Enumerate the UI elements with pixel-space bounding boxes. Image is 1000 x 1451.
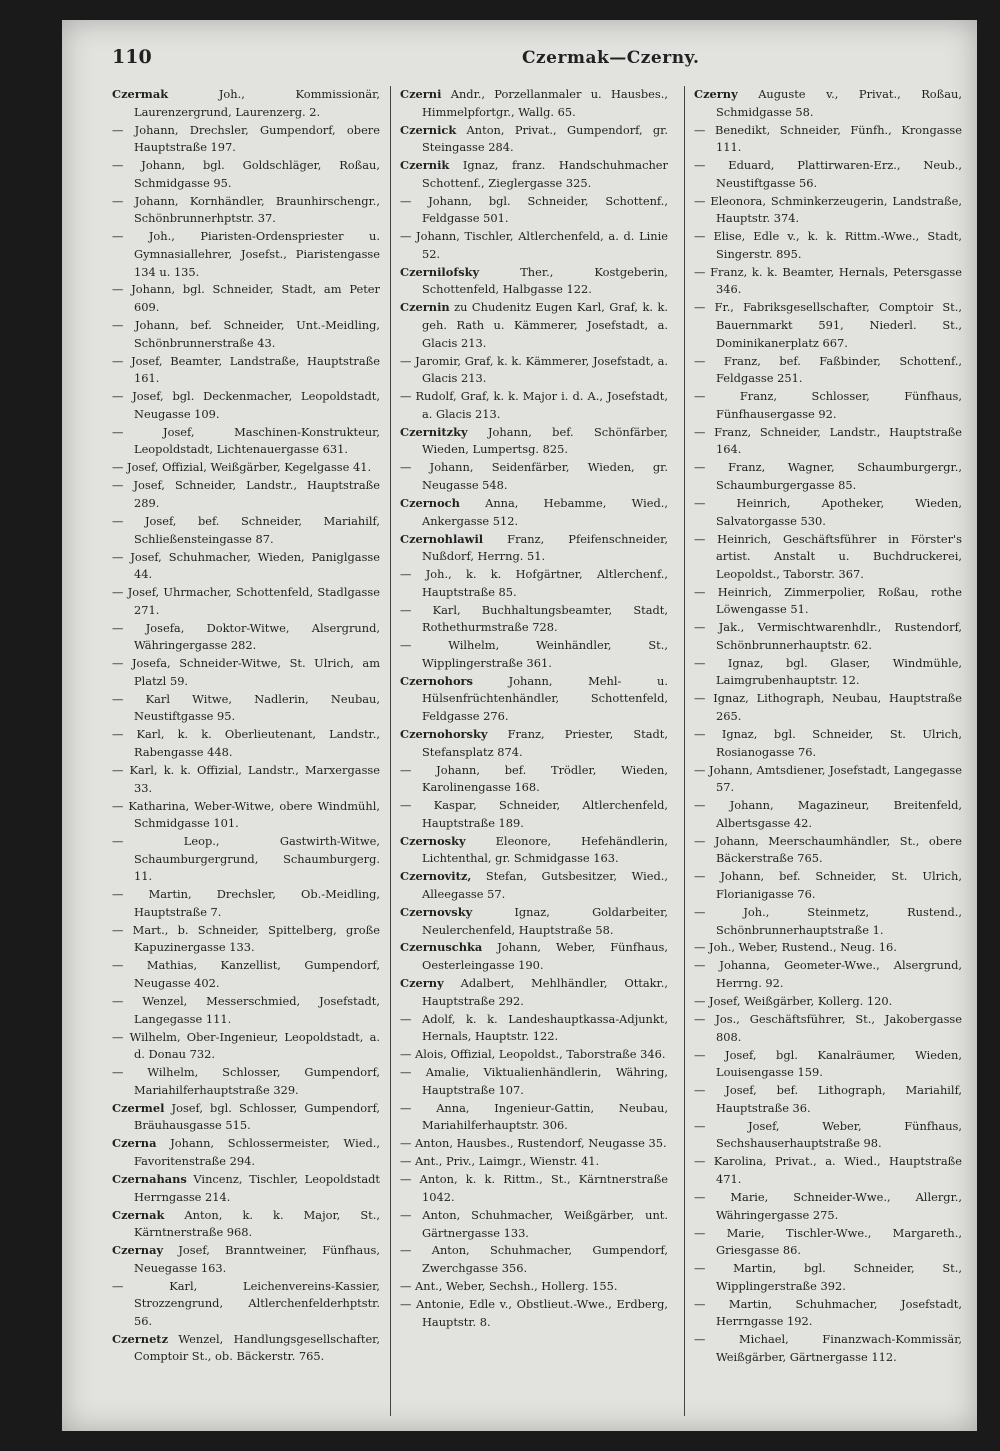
directory-subentry: — Fr., Fabriksgesellschafter, Comptoir St., Bauernmarkt 591, Niederl. St., Dominikanerplatz 667. (694, 299, 962, 352)
directory-entry: Czerni Andr., Porzellanmaler u. Hausbes., Himmelpfortgr., Wallg. 65. (400, 87, 668, 119)
column-3 (694, 86, 962, 1367)
directory-entry: Czernosky Eleonore, Hefehändlerin, Lichtenthal, gr. Schmidgasse 163. (400, 833, 668, 866)
directory-subentry: — Anna, Ingenieur-Gattin, Neubau, Mariahilferhauptstr. 306. (400, 1100, 668, 1135)
directory-subentry: — Joh., Weber, Rustend., Neug. 16. (694, 939, 962, 957)
directory-subentry: — Josef, bef. Lithograph, Mariahilf, Hauptstraße 36. (694, 1082, 962, 1117)
directory-entry: Czernuschka Johann, Weber, Fünfhaus, Oesterleingasse 190. (400, 940, 668, 973)
directory-entry: Czernak Anton, k. k. Major, St., Kärntnerstraße 968. (112, 1207, 380, 1240)
directory-subentry: — Franz, Wagner, Schaumburgergr., Schaumburgergasse 85. (694, 459, 962, 494)
directory-subentry: — Josefa, Doktor-Witwe, Alsergrund, Währingergasse 282. (112, 620, 380, 655)
directory-subentry: — Ignaz, bgl. Schneider, St. Ulrich, Rosianogasse 76. (694, 726, 962, 761)
directory-subentry: — Adolf, k. k. Landeshauptkassa-Adjunkt, Hernals, Hauptstr. 122. (400, 1011, 668, 1046)
directory-subentry: — Martin, Schuhmacher, Josefstadt, Herrngasse 192. (694, 1296, 962, 1331)
directory-subentry: — Eduard, Plattirwaren-Erz., Neub., Neustiftgasse 56. (694, 157, 962, 192)
directory-subentry: — Martin, bgl. Schneider, St., Wipplingerstraße 392. (694, 1260, 962, 1295)
directory-entry: Czernohorsky Franz, Priester, Stadt, Stefansplatz 874. (400, 727, 668, 759)
directory-subentry: — Johann, bgl. Schneider, Stadt, am Peter 609. (112, 281, 380, 316)
directory-subentry: — Joh., k. k. Hofgärtner, Altlerchenf., Hauptstraße 85. (400, 566, 668, 601)
directory-entry: Czernoch Anna, Hebamme, Wied., Ankergasse 512. (400, 495, 668, 528)
page-number: 110 (112, 46, 152, 68)
directory-entry: Czermel Josef, bgl. Schlosser, Gumpendorf, Bräuhausgasse 515. (112, 1100, 380, 1133)
directory-subentry: — Marie, Tischler-Wwe., Margareth., Griesgasse 86. (694, 1225, 962, 1260)
directory-subentry: — Johann, bef. Schneider, St. Ulrich, Florianigasse 76. (694, 868, 962, 903)
directory-entry: Czernilofsky Ther., Kostgeberin, Schottenfeld, Halbgasse 122. (400, 264, 668, 297)
directory-subentry: — Karl, k. k. Oberlieutenant, Landstr., Rabengasse 448. (112, 726, 380, 761)
directory-subentry: — Franz, bef. Faßbinder, Schottenf., Feldgasse 251. (694, 353, 962, 388)
directory-subentry: — Karolina, Privat., a. Wied., Hauptstraße 471. (694, 1153, 962, 1188)
directory-subentry: — Heinrich, Apotheker, Wieden, Salvatorgasse 530. (694, 495, 962, 530)
directory-entry: Czerny Adalbert, Mehlhändler, Ottakr., Hauptstraße 292. (400, 976, 668, 1008)
directory-subentry: — Alois, Offizial, Leopoldst., Taborstraße 346. (400, 1046, 668, 1064)
directory-subentry: — Johann, Amtsdiener, Josefstadt, Langegasse 57. (694, 762, 962, 797)
directory-subentry: — Josef, Offizial, Weißgärber, Kegelgasse 41. (112, 459, 380, 477)
directory-subentry: — Jos., Geschäftsführer, St., Jakobergasse 808. (694, 1011, 962, 1046)
column-divider (390, 86, 391, 1416)
directory-entry: Czernohlawil Franz, Pfeifenschneider, Nußdorf, Herrng. 51. (400, 531, 668, 564)
directory-subentry: — Josef, bgl. Deckenmacher, Leopoldstadt, Neugasse 109. (112, 388, 380, 423)
directory-entry: Czernovitz, Stefan, Gutsbesitzer, Wied., Alleegasse 57. (400, 869, 668, 901)
directory-subentry: — Kaspar, Schneider, Altlerchenfeld, Hauptstraße 189. (400, 797, 668, 832)
directory-subentry: — Josef, Weißgärber, Kollerg. 120. (694, 993, 962, 1011)
column-1 (112, 86, 380, 1366)
directory-subentry: — Johann, Drechsler, Gumpendorf, obere Hauptstraße 197. (112, 122, 380, 157)
directory-subentry: — Ant., Priv., Laimgr., Wienstr. 41. (400, 1153, 668, 1171)
directory-subentry: — Josef, bef. Schneider, Mariahilf, Schließensteingasse 87. (112, 513, 380, 548)
directory-entry: Czernovsky Ignaz, Goldarbeiter, Neulerchenfeld, Hauptstraße 58. (400, 904, 668, 937)
directory-subentry: — Rudolf, Graf, k. k. Major i. d. A., Josefstadt, a. Glacis 213. (400, 388, 668, 423)
directory-subentry: — Joh., Piaristen-Ordenspriester u. Gymnasiallehrer, Josefst., Piaristengasse 134 u. 135. (112, 228, 380, 281)
directory-subentry: — Karl, k. k. Offizial, Landstr., Marxergasse 33. (112, 762, 380, 797)
directory-entry: Czernik Ignaz, franz. Handschuhmacher Schottenf., Zieglergasse 325. (400, 158, 668, 190)
running-title: Czermak—Czerny. (522, 48, 700, 68)
directory-entry: Czernin zu Chudenitz Eugen Karl, Graf, k. k. geh. Rath u. Kämmerer, Josefstadt, a. Glacis 213. (400, 300, 668, 350)
directory-subentry: — Martin, Drechsler, Ob.-Meidling, Hauptstraße 7. (112, 886, 380, 921)
directory-subentry: — Benedikt, Schneider, Fünfh., Krongasse 111. (694, 122, 962, 157)
directory-subentry: — Johann, bef. Schneider, Unt.-Meidling, Schönbrunnerstraße 43. (112, 317, 380, 352)
directory-subentry: — Mathias, Kanzellist, Gumpendorf, Neugasse 402. (112, 957, 380, 992)
directory-subentry: — Mart., b. Schneider, Spittelberg, große Kapuzinergasse 133. (112, 922, 380, 957)
directory-subentry: — Katharina, Weber-Witwe, obere Windmühl, Schmidgasse 101. (112, 798, 380, 833)
directory-subentry: — Johann, Meerschaumhändler, St., obere Bäckerstraße 765. (694, 833, 962, 868)
directory-subentry: — Johann, Kornhändler, Braunhirschengr., Schönbrunnerhptstr. 37. (112, 193, 380, 228)
directory-subentry: — Josef, Maschinen-Konstrukteur, Leopoldstadt, Lichtenauergasse 631. (112, 424, 380, 459)
directory-subentry: — Jak., Vermischtwarenhdlr., Rustendorf, Schönbrunnerhauptstr. 62. (694, 619, 962, 654)
directory-subentry: — Michael, Finanzwach-Kommissär, Weißgärber, Gärtnergasse 112. (694, 1331, 962, 1366)
directory-subentry: — Wilhelm, Weinhändler, St., Wipplingerstraße 361. (400, 637, 668, 672)
directory-subentry: — Johann, Tischler, Altlerchenfeld, a. d. Linie 52. (400, 228, 668, 263)
directory-subentry: — Wilhelm, Schlosser, Gumpendorf, Mariahilferhauptstraße 329. (112, 1064, 380, 1099)
directory-entry: Czernitzky Johann, bef. Schönfärber, Wieden, Lumpertsg. 825. (400, 424, 668, 457)
directory-entry: Czernetz Wenzel, Handlungsgesellschafter, Comptoir St., ob. Bäckerstr. 765. (112, 1331, 380, 1364)
directory-subentry: — Franz, k. k. Beamter, Hernals, Petersgasse 346. (694, 264, 962, 299)
directory-subentry: — Eleonora, Schminkerzeugerin, Landstraße, Hauptstr. 374. (694, 193, 962, 228)
directory-entry: Czernohors Johann, Mehl- u. Hülsenfrüchtenhändler, Schottenfeld, Feldgasse 276. (400, 673, 668, 724)
directory-subentry: — Karl, Leichenvereins-Kassier, Strozzengrund, Altlerchenfelderhptstr. 56. (112, 1278, 380, 1331)
directory-subentry: — Johanna, Geometer-Wwe., Alsergrund, Herrng. 92. (694, 957, 962, 992)
directory-subentry: — Wilhelm, Ober-Ingenieur, Leopoldstadt, a. d. Donau 732. (112, 1029, 380, 1064)
directory-subentry: — Marie, Schneider-Wwe., Allergr., Währingergasse 275. (694, 1189, 962, 1224)
column-divider (684, 86, 685, 1416)
directory-subentry: — Ignaz, Lithograph, Neubau, Hauptstraße 265. (694, 690, 962, 725)
directory-entry: Czernick Anton, Privat., Gumpendorf, gr. Steingasse 284. (400, 122, 668, 155)
directory-subentry: — Johann, bgl. Goldschläger, Roßau, Schmidgasse 95. (112, 157, 380, 192)
directory-subentry: — Ignaz, bgl. Glaser, Windmühle, Laimgrubenhauptstr. 12. (694, 655, 962, 690)
directory-subentry: — Franz, Schneider, Landstr., Hauptstraße 164. (694, 424, 962, 459)
directory-subentry: — Amalie, Viktualienhändlerin, Währing, Hauptstraße 107. (400, 1064, 668, 1099)
directory-subentry: — Jaromir, Graf, k. k. Kämmerer, Josefstadt, a. Glacis 213. (400, 353, 668, 388)
directory-subentry: — Josef, Schuhmacher, Wieden, Paniglgasse 44. (112, 549, 380, 584)
directory-subentry: — Johann, Magazineur, Breitenfeld, Albertsgasse 42. (694, 797, 962, 832)
directory-subentry: — Johann, bgl. Schneider, Schottenf., Feldgasse 501. (400, 193, 668, 228)
directory-subentry: — Josef, Weber, Fünfhaus, Sechshauserhauptstraße 98. (694, 1118, 962, 1153)
directory-subentry: — Anton, Hausbes., Rustendorf, Neugasse 35. (400, 1135, 668, 1153)
directory-subentry: — Johann, Seidenfärber, Wieden, gr. Neugasse 548. (400, 459, 668, 494)
directory-entry: Czernahans Vincenz, Tischler, Leopoldstadt Herrngasse 214. (112, 1171, 380, 1204)
directory-subentry: — Heinrich, Zimmerpolier, Roßau, rothe Löwengasse 51. (694, 584, 962, 619)
directory-subentry: — Josef, bgl. Kanalräumer, Wieden, Louisengasse 159. (694, 1047, 962, 1082)
directory-entry: Czernay Josef, Branntweiner, Fünfhaus, Neuegasse 163. (112, 1243, 380, 1275)
column-2 (400, 86, 668, 1332)
directory-page (62, 20, 977, 1431)
directory-entry: Czerna Johann, Schlossermeister, Wied., Favoritenstraße 294. (112, 1136, 380, 1168)
directory-subentry: — Joh., Steinmetz, Rustend., Schönbrunnerhauptstraße 1. (694, 904, 962, 939)
directory-entry: Czermak Joh., Kommissionär, Laurenzergrund, Laurenzerg. 2. (112, 87, 380, 119)
directory-subentry: — Karl, Buchhaltungsbeamter, Stadt, Rothethurmstraße 728. (400, 602, 668, 637)
directory-subentry: — Franz, Schlosser, Fünfhaus, Fünfhausergasse 92. (694, 388, 962, 423)
directory-subentry: — Elise, Edle v., k. k. Rittm.-Wwe., Stadt, Singerstr. 895. (694, 228, 962, 263)
directory-subentry: — Josef, Schneider, Landstr., Hauptstraße 289. (112, 477, 380, 512)
directory-subentry: — Anton, Schuhmacher, Gumpendorf, Zwerchgasse 356. (400, 1242, 668, 1277)
directory-subentry: — Heinrich, Geschäftsführer in Förster's artist. Anstalt u. Buchdruckerei, Leopoldst., Taborstr. 367. (694, 531, 962, 584)
directory-entry: Czerny Auguste v., Privat., Roßau, Schmidgasse 58. (694, 87, 962, 119)
directory-subentry: — Johann, bef. Trödler, Wieden, Karolinengasse 168. (400, 762, 668, 797)
directory-subentry: — Anton, k. k. Rittm., St., Kärntnerstraße 1042. (400, 1171, 668, 1206)
directory-subentry: — Anton, Schuhmacher, Weißgärber, unt. Gärtnergasse 133. (400, 1207, 668, 1242)
directory-subentry: — Josef, Uhrmacher, Schottenfeld, Stadlgasse 271. (112, 584, 380, 619)
directory-subentry: — Antonie, Edle v., Obstlieut.-Wwe., Erdberg, Hauptstr. 8. (400, 1296, 668, 1331)
directory-subentry: — Ant., Weber, Sechsh., Hollerg. 155. (400, 1278, 668, 1296)
directory-subentry: — Wenzel, Messerschmied, Josefstadt, Langegasse 111. (112, 993, 380, 1028)
page-header (112, 46, 972, 76)
directory-subentry: — Josefa, Schneider-Witwe, St. Ulrich, am Platzl 59. (112, 655, 380, 690)
directory-subentry: — Karl Witwe, Nadlerin, Neubau, Neustiftgasse 95. (112, 691, 380, 726)
directory-subentry: — Leop., Gastwirth-Witwe, Schaumburgergrund, Schaumburgerg. 11. (112, 833, 380, 886)
directory-subentry: — Josef, Beamter, Landstraße, Hauptstraße 161. (112, 353, 380, 388)
